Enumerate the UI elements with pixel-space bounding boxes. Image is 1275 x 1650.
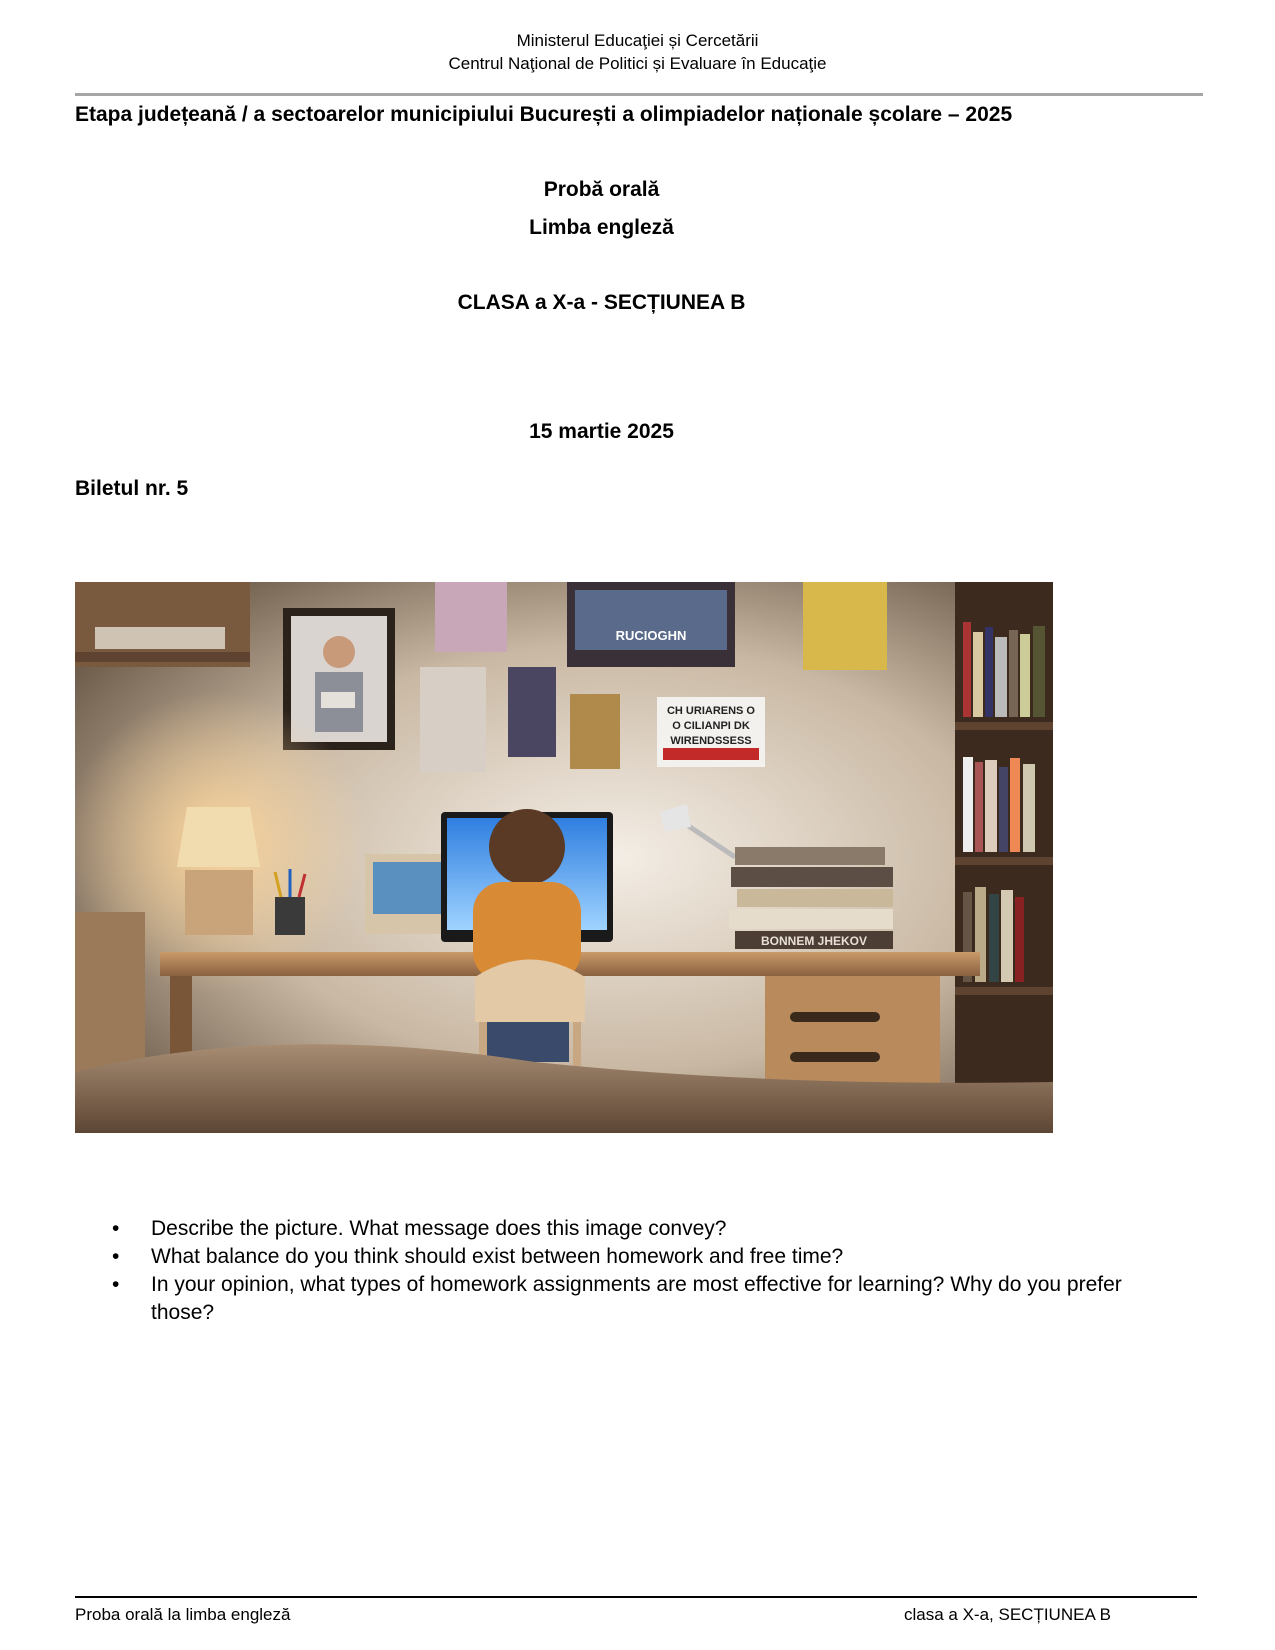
bullet-icon: •	[112, 1273, 120, 1296]
photo-child-at-desk	[75, 582, 1053, 1133]
table-lamp	[177, 807, 260, 867]
svg-text:WIRENDSSESS: WIRENDSSESS	[670, 735, 752, 747]
book-stack	[729, 847, 893, 949]
exam-type: Probă orală	[543, 178, 660, 201]
question-text: What balance do you think should exist between homework and free time?	[151, 1245, 844, 1268]
poster	[435, 582, 507, 652]
bullet-icon: •	[112, 1245, 120, 1268]
photo-illustration	[75, 582, 1053, 1133]
poster-top-text: RUCIOGHN	[615, 628, 687, 643]
question-item	[75, 1243, 1185, 1271]
exam-date: 15 martie 2025	[529, 420, 674, 443]
poster-collage	[420, 667, 486, 772]
footer-class-section: clasa a X-a, SECȚIUNEA B	[904, 1605, 1111, 1624]
book-spine-text: BONNEM JHEKOV	[760, 934, 868, 948]
olympiad-title: Etapa județeană / a sectoarelor municipiului București a olimpiadelor naționale școlare – 2025	[75, 103, 1013, 126]
question-text: In your opinion, what types of homework assignments are most effective for learning? Why do you prefer those?	[151, 1273, 1122, 1324]
exam-subject: Limba engleză	[529, 216, 674, 239]
question-list	[75, 1215, 1185, 1327]
center-name: Centrul Naţional de Politici și Evaluare în Educaţie	[448, 54, 827, 73]
header-divider	[75, 93, 1203, 96]
svg-text:O CILIANPI DK: O CILIANPI DK	[672, 720, 750, 732]
question-text: Describe the picture. What message does this image convey?	[151, 1217, 727, 1240]
child	[473, 809, 581, 1062]
footer-divider	[75, 1596, 1197, 1598]
question-item	[75, 1215, 1185, 1243]
poster-yellow	[803, 582, 887, 670]
ministry-name: Ministerul Educaţiei și Cercetării	[516, 31, 759, 50]
class-section: CLASA a X-a - SECȚIUNEA B	[457, 291, 746, 314]
poster-dark	[508, 667, 556, 757]
pencil-cup	[275, 897, 305, 935]
svg-text:CH URIARENS O: CH URIARENS O	[666, 705, 756, 717]
bullet-icon: •	[112, 1217, 120, 1240]
footer-exam-name: Proba orală la limba engleză	[75, 1605, 291, 1624]
ticket-number: Biletul nr. 5	[75, 477, 189, 500]
poster-small	[570, 694, 620, 769]
question-item	[75, 1271, 1185, 1327]
